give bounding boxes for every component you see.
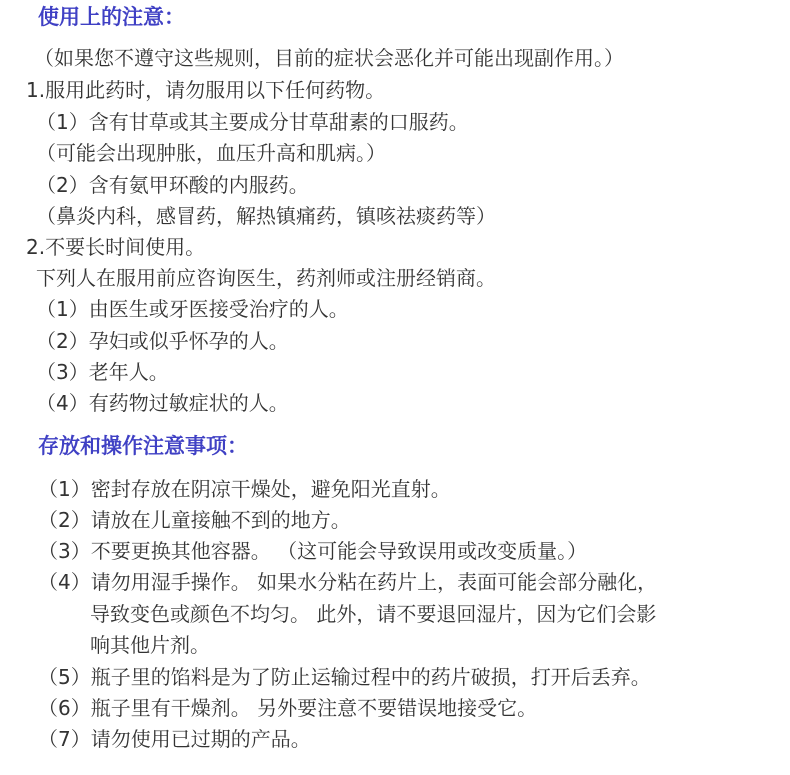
usage-point-1-item-1: （1）含有甘草或其主要成分甘草甜素的口服药。 [36,110,469,134]
storage-item-6: （6）瓶子里有干燥剂。 另外要注意不要错误地接受它。 [38,696,538,720]
storage-item-7: （7）请勿使用已过期的产品。 [38,727,311,751]
usage-heading: 使用上的注意： [38,5,185,29]
storage-heading: 存放和操作注意事项： [38,434,248,458]
usage-point-2: 2.不要长时间使用。 [26,235,206,259]
storage-item-2: （2）请放在儿童接触不到的地方。 [38,508,351,532]
usage-point-1-note-2: （鼻炎内科，感冒药，解热镇痛药，镇咳祛痰药等） [36,204,496,228]
usage-point-1-note-1: （可能会出现肿胀，血压升高和肌病。） [36,141,386,165]
usage-intro: （如果您不遵守这些规则，目前的症状会恶化并可能出现副作用。） [34,46,624,70]
storage-item-1: （1）密封存放在阴凉干燥处，避免阳光直射。 [38,477,451,501]
storage-item-4-line-1: （4）请勿用湿手操作。 如果水分粘在药片上，表面可能会部分融化， [38,570,658,594]
usage-point-1: 1.服用此药时，请勿服用以下任何药物。 [26,78,386,102]
storage-item-5: （5）瓶子里的馅料是为了防止运输过程中的药片破损，打开后丢弃。 [38,665,651,689]
storage-item-4-line-2: 导致变色或颜色不均匀。 此外，请不要退回湿片，因为它们会影 [90,602,657,626]
storage-item-4-line-3: 响其他片剂。 [90,633,210,657]
consult-item-3: （3）老年人。 [36,360,169,384]
consult-item-2: （2）孕妇或似乎怀孕的人。 [36,329,289,353]
storage-item-3: （3）不要更换其他容器。 （这可能会导致误用或改变质量。） [38,539,588,563]
consult-item-4: （4）有药物过敏症状的人。 [36,391,289,415]
consult-item-1: （1）由医生或牙医接受治疗的人。 [36,297,349,321]
usage-point-1-item-2: （2）含有氨甲环酸的内服药。 [36,173,309,197]
consult-intro: 下列人在服用前应咨询医生，药剂师或注册经销商。 [36,266,496,290]
